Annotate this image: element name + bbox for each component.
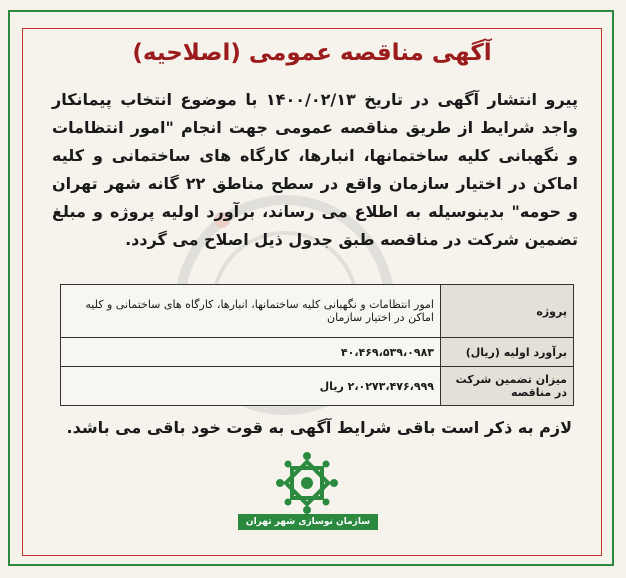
notice-title: آگهی مناقصه عمومی (اصلاحیه) xyxy=(132,40,492,66)
tender-table xyxy=(60,284,574,406)
project-value: امور انتظامات و نگهبانی کلیه ساختمانها، انبارها، کارگاه های ساختمانی و کلیه اماکن در اختیار سازمان xyxy=(61,285,441,338)
bond-label: میزان تضمین شرکت در مناقصه xyxy=(441,367,574,406)
bond-value: ۲،۰۲۷۳،۴۷۶،۹۹۹ ریال xyxy=(61,367,441,406)
project-label: پروژه xyxy=(441,285,574,338)
estimate-label: برآورد اولیه (ریال) xyxy=(441,338,574,367)
footer-note: لازم به ذکر است باقی شرایط آگهی به قوت خود باقی می باشد. xyxy=(66,418,572,437)
table-row xyxy=(61,367,574,406)
table-row xyxy=(61,285,574,338)
logo-caption: سازمان نوسازی شهر تهران xyxy=(238,514,378,530)
organization-logo-icon xyxy=(272,452,342,514)
table-row xyxy=(61,338,574,367)
estimate-value: ۴۰،۴۶۹،۵۳۹،۰۹۸۳ xyxy=(61,338,441,367)
notice-body: پیرو انتشار آگهی در تاریخ ۱۴۰۰/۰۲/۱۳ با موضوع انتخاب پیمانکار واجد شرایط از طریق مناقصه عمومی جهت انجام "امور انتظامات و نگهبانی کلیه ساختمانها، انبارها، کارگاه های ساختمانی و کلیه اماکن در اختیار سازمان واقع در سطح مناطق ۲۲ گانه شهر تهران و حومه" بدینوسیله به اطلاع می رساند، برآورد اولیه پروژه و مبلغ تضمین شرکت در مناقصه طبق جدول ذیل اصلاح می گردد. xyxy=(52,90,578,249)
